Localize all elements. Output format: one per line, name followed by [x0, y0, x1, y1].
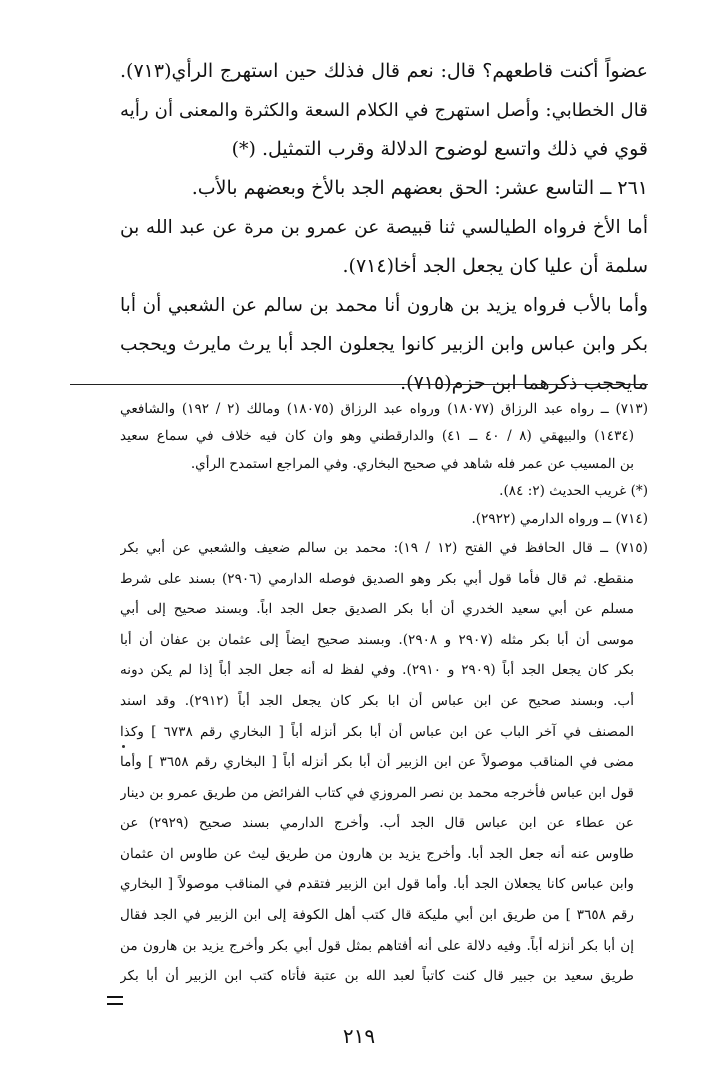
footnote-line: وابن عباس كانا يجعلان الجد أبا. وأما قول ابن الزبير فتقدم في المناقب موصولاً [ البخاري — [120, 876, 634, 893]
footnote-divider — [70, 384, 648, 385]
body-line: أما الأخ فرواه الطيالسي ثنا قبيصة عن عمرو بن مرة عن عبد الله بن — [120, 217, 648, 238]
body-line: ٢٦١ ــ التاسع عشر: الحق بعضهم الجد بالأخ وبعضهم بالأب. — [191, 177, 648, 199]
footnote-line: طاوس عنه أنه جعل الجد أبا. وأخرج يزيد بن هارون من طريق ليث عن طاوس ان عثمان — [120, 845, 634, 862]
footnote-line: (٧١٣) ــ رواه عبد الرزاق (١٨٠٧٧) ورواه عبد الرزاق (١٨٠٧٥) ومالك (٢ / ١٩٢) والشافعي — [120, 401, 648, 417]
footnote-line: أب. وبسند صحيح عن ابن عباس أن ابا بكر كان يجعل الجد أباً (٢٩١٢). وقد اسند — [120, 692, 634, 709]
footnote-line: (٧١٥) ــ قال الحافظ في الفتح (١٢ / ١٩): محمد بن سالم ضعيف والشعبي عن أبي بكر — [120, 539, 648, 556]
footnote-line: مسلم عن أبي سعيد الخدري أن أبا بكر الصديق جعل الجد اباً. وبسند صحيح إلى أبي — [120, 601, 634, 618]
footnote-line: (١٤٣٤) والبيهقي (٨ / ٤٠ ــ ٤١) والدارقطني وهو وان كان فيه خلاف في سماع سعيد — [120, 428, 634, 445]
page-number: ٢١٩ — [342, 1024, 376, 1048]
main-text — [120, 52, 648, 403]
body-line: قال الخطابي: وأصل استهرج في الكلام السعة والكثرة والمعنى أن رأيه — [120, 100, 648, 121]
footnote-line: قول ابن عباس فأخرجه محمد بن نصر المروزي في كتاب الفرائض من طريق عمرو بن دينار — [120, 784, 634, 801]
footnotes — [120, 396, 648, 992]
body-line: بكر وابن عباس وابن الزبير كانوا يجعلون الجد أبا يرث مايرث ويحجب — [120, 334, 648, 355]
body-line: عضواً أكنت قاطعهم؟ قال: نعم قال فذلك حين استهرج الرأي(٧١٣). — [120, 60, 648, 82]
footnote-line: بكر كان يجعل الجد أباً (٢٩٠٩ و ٢٩١٠). وفي لفظ له أنه جعل الجد أباً إذا لم يكن دونه — [120, 662, 634, 679]
footnote-line: بن المسيب عن عمر فله شاهد في صحيح البخاري. وفي المراجع استمدح الرأي. — [190, 455, 634, 472]
footnote-line: مضى في المناقب موصولاً عن ابن الزبير أن أبا بكر أنزله أباً [ البخاري رقم ٣٦٥٨ ] وأما — [120, 754, 634, 771]
footnote-line: رقم ٣٦٥٨ ] من طريق ابن أبي مليكة قال كتب أهل الكوفة إلى ابن الزبير في الجد فقال — [120, 907, 634, 924]
footnote-line: المصنف في آخر الباب عن ابن عباس أن أبا بكر أنزله أباً [ البخاري رقم ٦٧٣٨ ] وكذا — [120, 723, 634, 740]
footnote-line: (٧١٤) ــ ورواه الدارمي (٢٩٢٢). — [471, 510, 648, 527]
footnote-line: طريق سعيد بن جبير قال كنت كاتباً لعبد الله بن عتبة فأتاه كتب ابن الزبير أن أبا بكر — [120, 968, 634, 985]
body-line: قوي في ذلك واتسع لوضوح الدلالة وقرب التمثيل. (*) — [231, 138, 648, 160]
footnote-line: إن أبا بكر أنزله أباً. وفيه دلالة على أنه أفتاهم بمثل قول أبي بكر وأخرج يزيد بن هارون من — [120, 937, 634, 954]
footnote-line: منقطع. ثم قال فأما قول أبي بكر وهو الصديق فوصله الدارمي (٢٩٠٦) بسند على شرط — [120, 570, 634, 587]
margin-dot-mark — [122, 745, 125, 748]
body-line: وأما بالأب فرواه يزيد بن هارون أنا محمد بن سالم عن الشعبي أن أبا — [120, 295, 648, 316]
body-line: سلمة أن عليا كان يجعل الجد أخا(٧١٤). — [342, 255, 648, 277]
footnote-line: عن عطاء عن ابن عباس قال الجد أب. وأخرج الدارمي بسند صحيح (٢٩٢٩) عن — [120, 815, 634, 832]
footnote-line: (*) غريب الحديث (٢: ٨٤). — [499, 483, 648, 500]
footnote-line: موسى أن أبا بكر مثله (٢٩٠٧ و ٢٩٠٨). وبسند صحيح ايضاً إلى عثمان بن عفان أن أبا — [120, 631, 635, 648]
body-line: مايحجب ذكرهما ابن حزم(٧١٥). — [400, 372, 648, 394]
continuation-mark — [107, 996, 123, 1005]
